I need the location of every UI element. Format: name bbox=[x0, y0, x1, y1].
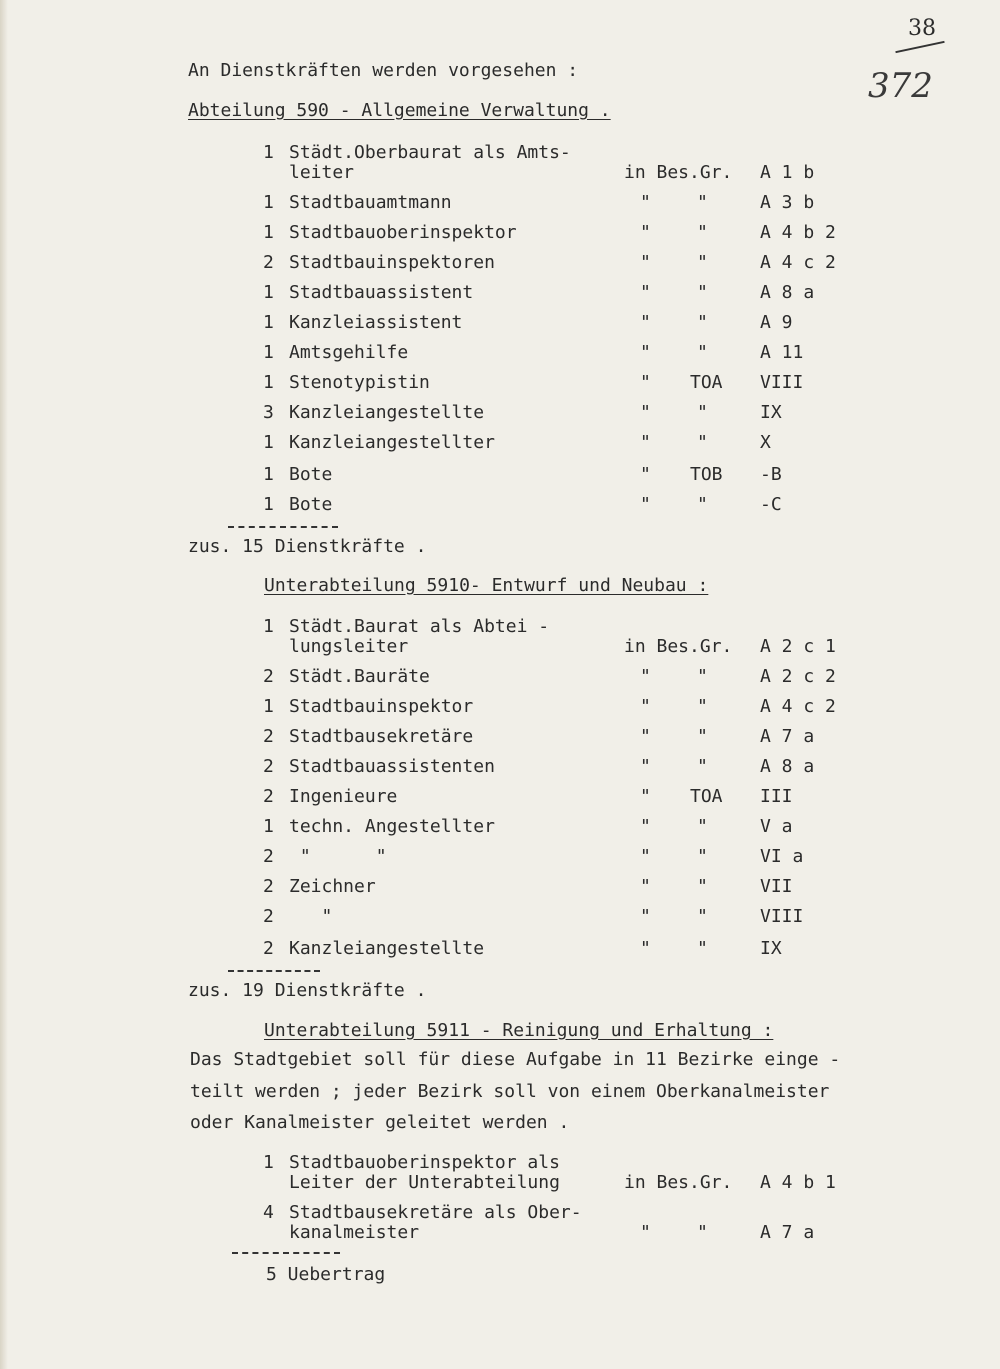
row-position: Stadtbauinspektor bbox=[289, 696, 474, 717]
row-pay-table: " bbox=[697, 726, 708, 747]
row-grade: A 3 b bbox=[760, 192, 815, 213]
row-position: Stadtbauoberinspektor bbox=[289, 222, 517, 243]
row-count: 2 bbox=[263, 726, 274, 747]
row-pay-table: " bbox=[697, 432, 708, 453]
row-count: 2 bbox=[263, 906, 274, 927]
row-pay-scheme: " bbox=[640, 756, 651, 777]
row-pay-table: " bbox=[697, 222, 708, 243]
row-position: Stadtbausekretäre als Ober- bbox=[289, 1202, 582, 1223]
row-grade: VII bbox=[760, 876, 793, 897]
row-position: " " bbox=[289, 846, 387, 867]
paragraph-line: oder Kanalmeister geleitet werden . bbox=[190, 1112, 570, 1133]
row-count: 2 bbox=[263, 666, 274, 687]
row-pay-table: " bbox=[697, 192, 708, 213]
row-count: 1 bbox=[263, 464, 274, 485]
row-pay-scheme: " bbox=[640, 666, 651, 687]
row-grade: A 11 bbox=[760, 342, 804, 363]
row-pay-table: " bbox=[697, 252, 708, 273]
row-grade: X bbox=[760, 432, 771, 453]
row-count: 1 bbox=[263, 372, 274, 393]
row-pay-table: " bbox=[697, 938, 708, 959]
row-position: Kanzleiangestellte bbox=[289, 402, 485, 423]
row-grade: A 4 b 2 bbox=[760, 222, 836, 243]
section2-title: Unterabteilung 5910- Entwurf und Neubau : bbox=[264, 575, 709, 596]
row-position: Städt.Oberbaurat als Amts- bbox=[289, 142, 571, 163]
row-pay-table: " bbox=[697, 846, 708, 867]
row-grade: V a bbox=[760, 816, 793, 837]
row-pay-scheme: " bbox=[640, 282, 651, 303]
row-count: 2 bbox=[263, 786, 274, 807]
row-grade: -C bbox=[760, 494, 782, 515]
row-position: Städt.Baurat als Abtei - bbox=[289, 616, 550, 637]
row-position: Stadtbauamtmann bbox=[289, 192, 452, 213]
row-count: 2 bbox=[263, 756, 274, 777]
row-grade: VI a bbox=[760, 846, 804, 867]
row-pay-scheme: in Bes.Gr. bbox=[624, 1172, 733, 1193]
row-pay-scheme: " bbox=[640, 876, 651, 897]
section2-total: zus. 19 Dienstkräfte . bbox=[188, 980, 427, 1001]
row-grade: A 1 b bbox=[760, 162, 815, 183]
row-grade: A 7 a bbox=[760, 1222, 815, 1243]
row-position: techn. Angestellter bbox=[289, 816, 495, 837]
row-count: 1 bbox=[263, 312, 274, 333]
row-pay-table: " bbox=[697, 666, 708, 687]
row-count: 2 bbox=[263, 938, 274, 959]
row-pay-scheme: " bbox=[640, 432, 651, 453]
row-position: Kanzleiassistent bbox=[289, 312, 463, 333]
row-pay-scheme: " bbox=[640, 494, 651, 515]
intro-line: An Dienstkräften werden vorgesehen : bbox=[188, 60, 579, 81]
row-pay-scheme: " bbox=[640, 726, 651, 747]
row-grade: VIII bbox=[760, 372, 804, 393]
row-position: Bote bbox=[289, 464, 333, 485]
section3-title: Unterabteilung 5911 - Reinigung und Erhaltung : bbox=[264, 1020, 774, 1041]
row-pay-table: " bbox=[697, 696, 708, 717]
page-number: 38 bbox=[908, 16, 936, 41]
row-pay-scheme: " bbox=[640, 816, 651, 837]
row-count: 2 bbox=[263, 876, 274, 897]
row-count: 2 bbox=[263, 846, 274, 867]
row-pay-scheme: " bbox=[640, 192, 651, 213]
sum-rule bbox=[232, 1252, 340, 1254]
row-count: 2 bbox=[263, 252, 274, 273]
row-pay-scheme: " bbox=[640, 786, 651, 807]
row-count: 4 bbox=[263, 1202, 274, 1223]
row-position: Stadtbauoberinspektor als bbox=[289, 1152, 560, 1173]
row-position-cont: Leiter der Unterabteilung bbox=[289, 1172, 560, 1193]
row-pay-table: " bbox=[697, 312, 708, 333]
row-position: Stadtbauassistenten bbox=[289, 756, 495, 777]
row-pay-table: " bbox=[697, 906, 708, 927]
row-grade: A 7 a bbox=[760, 726, 815, 747]
row-pay-table: " bbox=[697, 402, 708, 423]
row-pay-scheme: " bbox=[640, 252, 651, 273]
row-position: Bote bbox=[289, 494, 333, 515]
row-count: 1 bbox=[263, 432, 274, 453]
row-pay-table: " bbox=[697, 816, 708, 837]
handwritten-folio-number: 372 bbox=[868, 66, 933, 106]
row-position: Stenotypistin bbox=[289, 372, 430, 393]
row-grade: IX bbox=[760, 402, 782, 423]
row-count: 3 bbox=[263, 402, 274, 423]
row-count: 1 bbox=[263, 342, 274, 363]
row-grade: IX bbox=[760, 938, 782, 959]
row-pay-scheme: " bbox=[640, 402, 651, 423]
row-grade: III bbox=[760, 786, 793, 807]
row-position-cont: lungsleiter bbox=[289, 636, 409, 657]
row-pay-table: " bbox=[697, 1222, 708, 1243]
row-pay-scheme: in Bes.Gr. bbox=[624, 162, 733, 183]
row-count: 1 bbox=[263, 816, 274, 837]
row-pay-table: " bbox=[697, 494, 708, 515]
strike-mark bbox=[895, 41, 944, 53]
row-pay-table: " bbox=[697, 876, 708, 897]
row-count: 1 bbox=[263, 696, 274, 717]
row-pay-table: TOB bbox=[690, 464, 723, 485]
row-position: Zeichner bbox=[289, 876, 376, 897]
row-position: Ingenieure bbox=[289, 786, 398, 807]
row-pay-scheme: " bbox=[640, 342, 651, 363]
row-count: 1 bbox=[263, 616, 274, 637]
row-pay-scheme: " bbox=[640, 696, 651, 717]
row-pay-scheme: " bbox=[640, 938, 651, 959]
row-position: Amtsgehilfe bbox=[289, 342, 409, 363]
row-position: Kanzleiangestellter bbox=[289, 432, 495, 453]
row-grade: VIII bbox=[760, 906, 804, 927]
row-pay-scheme: " bbox=[640, 906, 651, 927]
row-position: Kanzleiangestellte bbox=[289, 938, 485, 959]
row-grade: A 4 c 2 bbox=[760, 696, 836, 717]
row-pay-scheme: " bbox=[640, 1222, 651, 1243]
row-grade: -B bbox=[760, 464, 782, 485]
row-count: 1 bbox=[263, 282, 274, 303]
row-position: Stadtbausekretäre bbox=[289, 726, 474, 747]
row-pay-scheme: in Bes.Gr. bbox=[624, 636, 733, 657]
row-pay-scheme: " bbox=[640, 312, 651, 333]
row-count: 1 bbox=[263, 494, 274, 515]
row-pay-scheme: " bbox=[640, 372, 651, 393]
row-grade: A 8 a bbox=[760, 282, 815, 303]
row-pay-table: " bbox=[697, 342, 708, 363]
row-grade: A 8 a bbox=[760, 756, 815, 777]
row-grade: A 4 b 1 bbox=[760, 1172, 836, 1193]
row-pay-table: TOA bbox=[690, 372, 723, 393]
sum-rule bbox=[228, 526, 338, 528]
row-position: Städt.Bauräte bbox=[289, 666, 430, 687]
row-count: 1 bbox=[263, 1152, 274, 1173]
row-position-cont: kanalmeister bbox=[289, 1222, 420, 1243]
row-grade: A 2 c 2 bbox=[760, 666, 836, 687]
row-grade: A 4 c 2 bbox=[760, 252, 836, 273]
section1-total: zus. 15 Dienstkräfte . bbox=[188, 536, 427, 557]
row-pay-table: " bbox=[697, 756, 708, 777]
row-position-cont: leiter bbox=[289, 162, 355, 183]
paragraph-line: Das Stadtgebiet soll für diese Aufgabe in 11 Bezirke einge - bbox=[190, 1049, 841, 1070]
row-pay-scheme: " bbox=[640, 464, 651, 485]
row-position: Stadtbauassistent bbox=[289, 282, 474, 303]
row-grade: A 9 bbox=[760, 312, 793, 333]
row-pay-scheme: " bbox=[640, 222, 651, 243]
section1-title: Abteilung 590 - Allgemeine Verwaltung . bbox=[188, 100, 611, 121]
row-count: 1 bbox=[263, 222, 274, 243]
row-pay-table: TOA bbox=[690, 786, 723, 807]
row-pay-table: " bbox=[697, 282, 708, 303]
row-pay-scheme: " bbox=[640, 846, 651, 867]
row-position: Stadtbauinspektoren bbox=[289, 252, 495, 273]
row-count: 1 bbox=[263, 192, 274, 213]
section3-total: 5 Uebertrag bbox=[266, 1264, 386, 1285]
row-grade: A 2 c 1 bbox=[760, 636, 836, 657]
paper-edge bbox=[0, 0, 8, 1369]
row-count: 1 bbox=[263, 142, 274, 163]
paragraph-line: teilt werden ; jeder Bezirk soll von einem Oberkanalmeister bbox=[190, 1081, 830, 1102]
sum-rule bbox=[228, 970, 320, 972]
row-position: " bbox=[289, 906, 333, 927]
